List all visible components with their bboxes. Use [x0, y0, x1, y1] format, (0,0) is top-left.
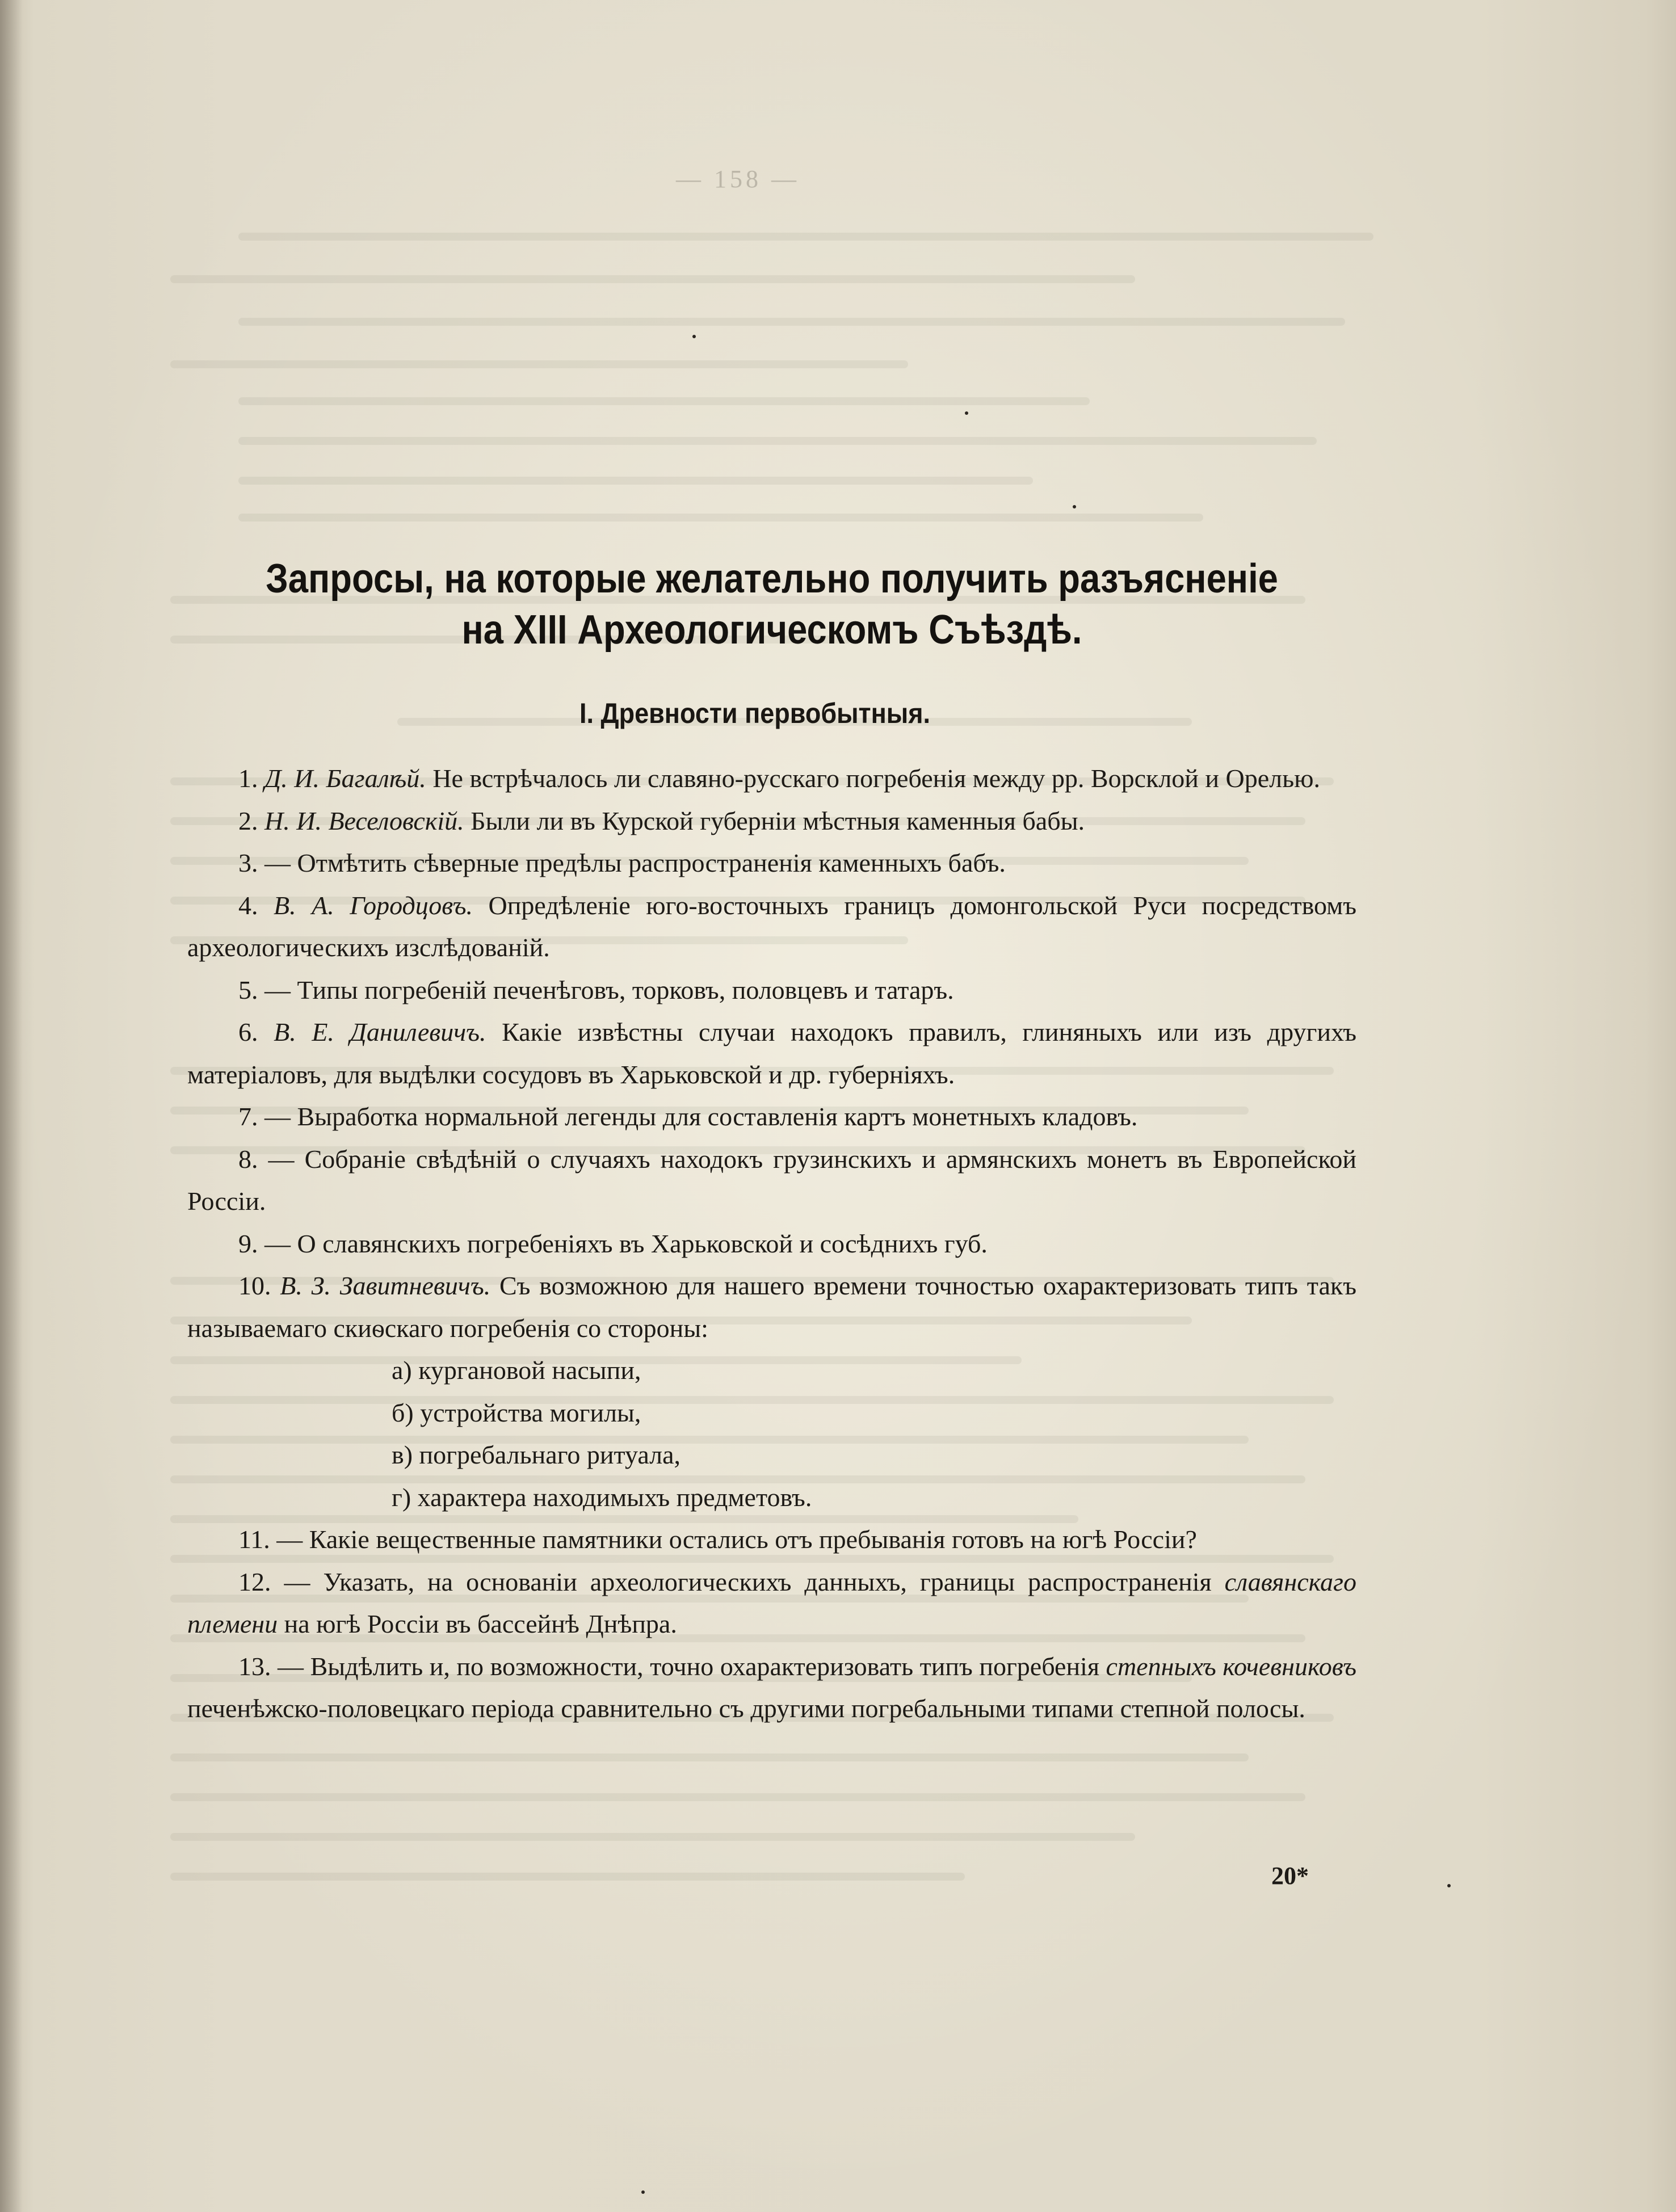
page-number: — 158 — [676, 165, 800, 193]
entry-6: 6. В. Е. Данилевичъ. Какіе извѣстны случаи находокъ правилъ, глиняныхъ или изъ другихъ матеріаловъ, для выдѣлки сосудовъ въ Харьковской и др. губерніяхъ. [187, 1017, 1356, 1089]
entry-13: 13. — Выдѣлить и, по возможности, точно охарактеризовать типъ погребенія степныхъ кочевниковъ печенѣжско-половецкаго періода сравнительно съ другими погребальными типами степной полосы. [187, 1651, 1356, 1723]
sublist-item: в) погребальнаго ритуала, [392, 1440, 681, 1469]
paper-speck [965, 411, 968, 415]
sublist-item: а) кургановой насыпи, [392, 1356, 641, 1385]
italic-phrase: степныхъ кочевниковъ [1106, 1651, 1356, 1681]
signature-mark: 20* [1271, 1862, 1309, 1890]
paper-speck [641, 2190, 645, 2194]
sublist-item: г) характера находимыхъ предметовъ. [392, 1482, 812, 1512]
entry-4: 4. В. А. Городцовъ. Опредѣленіе юго-восточныхъ границъ домонгольской Руси посредствомъ археологическихъ изслѣдованій. [187, 890, 1356, 962]
entry-10: 10. В. З. Завитневичъ. Съ возможною для нашего времени точностью охарактеризовать типъ такъ называемаго скиѳскаго погребенія со стороны: [187, 1271, 1356, 1343]
entry-2: 2. Н. И. Веселовскій. Были ли въ Курской губерніи мѣстныя каменныя бабы. [238, 806, 1085, 835]
entry-7: 7. — Выработка нормальной легенды для составленія картъ монетныхъ кладовъ. [238, 1102, 1138, 1131]
paper-speck [1447, 1884, 1451, 1887]
entry-10-sublist [187, 1349, 1356, 1519]
title-line-2: на XIII Археологическомъ Съѣздѣ. [461, 607, 1082, 653]
italic-phrase: славянскаго племени [187, 1567, 1356, 1638]
entry-11: 11. — Какіе вещественные памятники остались отъ пребыванія готовъ на югѣ Россіи? [238, 1525, 1197, 1554]
title-line-1: Запросы, на которые желательно получить разъясненіе [266, 556, 1278, 602]
binding-shadow [0, 0, 23, 2212]
entry-8: 8. — Собраніе свѣдѣній о случаяхъ находокъ грузинскихъ и армянскихъ монетъ въ Европейской Россіи. [187, 1144, 1356, 1216]
entry-1: 1. Д. И. Багалѣй. Не встрѣчалось ли славяно-русскаго погребенія между рр. Ворсклой и Орелью. [238, 764, 1320, 793]
page-title [258, 553, 1287, 655]
entry-9: 9. — О славянскихъ погребеніяхъ въ Харьковской и сосѣднихъ губ. [238, 1229, 988, 1258]
entry-3: 3. — Отмѣтить сѣверные предѣлы распространенія каменныхъ бабъ. [238, 848, 1006, 877]
paper-speck [1073, 505, 1076, 508]
entry-12: 12. — Указать, на основаніи археологическихъ данныхъ, границы распространенія славянскаго племени на югѣ Россіи въ бассейнѣ Днѣпра. [187, 1567, 1356, 1638]
entries-list [187, 758, 1356, 1730]
entry-5: 5. — Типы погребеній печенѣговъ, торковъ, половцевъ и татаръ. [238, 975, 954, 1004]
sublist-item: б) устройства могилы, [392, 1398, 641, 1427]
paper-speck [692, 335, 696, 338]
section-heading: I. Древности первобытныя. [579, 697, 930, 729]
